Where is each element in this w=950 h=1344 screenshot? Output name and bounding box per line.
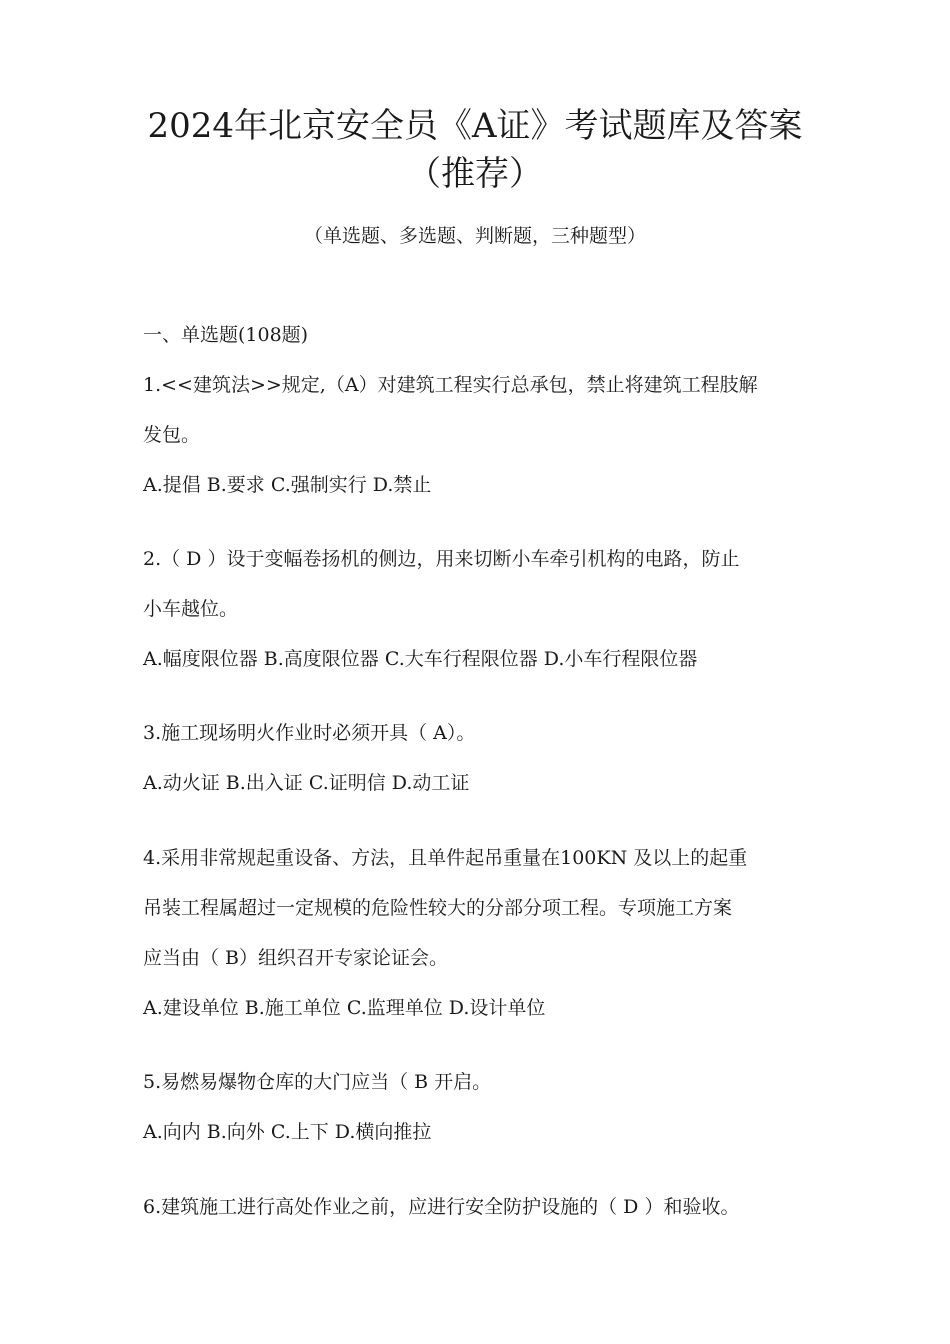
section-heading: 一、单选题(108题) <box>143 324 309 346</box>
question-3-options: A.动火证 B.出入证 C.证明信 D.动工证 <box>143 772 470 794</box>
question-4-stem-line3: 应当由（ B）组织召开专家论证会。 <box>143 947 449 969</box>
document-title-line1: 2024年北京安全员《A证》考试题库及答案 <box>147 106 803 146</box>
document-title-line2: （推荐） <box>407 154 543 194</box>
question-2-stem-line1: 2.（ D ）设于变幅卷扬机的侧边，用来切断小车牵引机构的电路，防止 <box>143 548 740 570</box>
question-6-stem-line1: 6.建筑施工进行高处作业之前，应进行安全防护设施的（ D ）和验收。 <box>143 1196 740 1218</box>
question-5-options: A.向内 B.向外 C.上下 D.横向推拉 <box>143 1121 432 1143</box>
document-subtitle: （单选题、多选题、判断题，三种题型） <box>303 225 646 247</box>
question-5-stem-line1: 5.易燃易爆物仓库的大门应当（ B 开启。 <box>143 1071 492 1093</box>
question-4-options: A.建设单位 B.施工单位 C.监理单位 D.设计单位 <box>143 997 546 1019</box>
question-1-options: A.提倡 B.要求 C.强制实行 D.禁止 <box>143 474 432 496</box>
question-1-stem-line1: 1.<<建筑法>>规定,（A）对建筑工程实行总承包，禁止将建筑工程肢解 <box>143 374 758 396</box>
question-3-stem-line1: 3.施工现场明火作业时必须开具（ A）。 <box>143 722 476 744</box>
question-4-stem-line1: 4.采用非常规起重设备、方法，且单件起吊重量在100KN 及以上的起重 <box>143 847 748 869</box>
question-4-stem-line2: 吊装工程属超过一定规模的危险性较大的分部分项工程。专项施工方案 <box>143 897 733 919</box>
question-1-stem-line2: 发包。 <box>143 424 201 446</box>
question-2-options: A.幅度限位器 B.高度限位器 C.大车行程限位器 D.小车行程限位器 <box>143 648 698 670</box>
question-2-stem-line2: 小车越位。 <box>143 598 239 620</box>
